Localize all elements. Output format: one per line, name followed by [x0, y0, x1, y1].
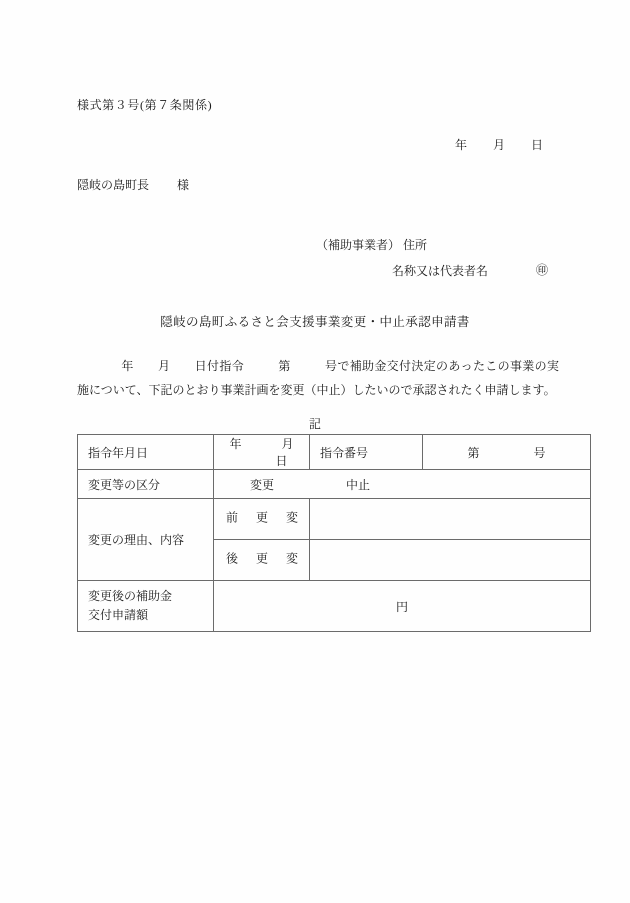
option-change[interactable]: 変更 [250, 477, 275, 492]
body-paragraph [77, 354, 559, 402]
order-number-suffix: 号 [533, 445, 546, 460]
seal-icon: ㊞ [536, 263, 549, 277]
table-row-amount [78, 581, 591, 632]
body-line2: ついて、下記のとおり事業計画を変更（中止）したいので承認されたく申請します。 [100, 383, 556, 397]
document-date-line [455, 136, 543, 153]
reason-label: 変更の理由、内容 [78, 499, 214, 581]
body-order-label: 日付指令 [194, 359, 245, 373]
category-label: 変更等の区分 [78, 470, 214, 499]
application-table [77, 434, 591, 632]
ki-marker: 記 [308, 417, 321, 431]
date-year: 年 [455, 138, 468, 152]
order-number-prefix: 第 [467, 445, 480, 460]
option-cancel[interactable]: 中止 [346, 477, 371, 492]
applicant-address-row [316, 232, 548, 258]
table-row-category [78, 470, 591, 499]
reason-after-label: 変更後 [214, 540, 310, 581]
date-day: 日 [531, 138, 544, 152]
applicant-block [316, 232, 548, 284]
body-year: 年 [121, 359, 134, 373]
table-row-order-date [78, 435, 591, 470]
reason-after-value[interactable] [310, 540, 591, 581]
reason-before-value[interactable] [310, 499, 591, 540]
applicant-name-row [316, 258, 548, 284]
date-month: 月 [493, 138, 506, 152]
order-date-year: 年 [229, 437, 242, 451]
body-month: 月 [157, 359, 171, 373]
body-number-prefix: 第 [278, 359, 291, 373]
order-number-label: 指令番号 [310, 435, 423, 470]
amount-label-line2: 交付申請額 [88, 608, 149, 622]
applicant-category: （補助事業者） [316, 238, 401, 252]
table-row-reason-before [78, 499, 591, 540]
body-line1-tail: 号で補助金交付決定のあったこの事業の実施に [77, 359, 559, 397]
amount-unit: 円 [395, 599, 408, 614]
order-date-label: 指令年月日 [78, 435, 214, 470]
amount-label-line1: 変更後の補助金 [88, 589, 173, 603]
applicant-address-label: 住所 [403, 238, 428, 252]
order-date-month: 月 [281, 437, 294, 451]
category-options[interactable] [214, 470, 591, 499]
addressee [77, 176, 189, 193]
form-number: 様式第３号(第７条関係) [77, 98, 213, 112]
addressee-honorific: 様 [177, 178, 190, 192]
order-date-value[interactable] [214, 435, 310, 470]
addressee-office: 隠岐の島町長 [77, 178, 150, 192]
page-title: 隠岐の島町ふるさと会支援事業変更・中止承認申請書 [160, 315, 470, 329]
amount-value[interactable] [214, 581, 591, 632]
reason-before-label: 変更前 [214, 499, 310, 540]
amount-label [78, 581, 214, 632]
applicant-name-label: 名称又は代表者名 [392, 264, 489, 278]
order-number-value[interactable] [423, 435, 591, 470]
order-date-day: 日 [275, 454, 288, 468]
